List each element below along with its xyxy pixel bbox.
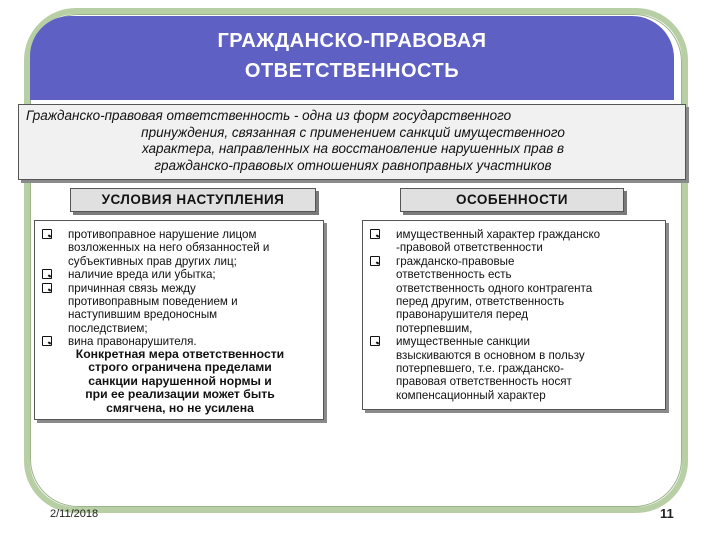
item-line: вина правонарушителя.	[68, 335, 197, 349]
conditions-heading: УСЛОВИЯ НАСТУПЛЕНИЯ	[70, 188, 316, 212]
item-line: правонарушителя перед	[396, 308, 529, 322]
item-line: гражданско-правовые	[396, 254, 515, 268]
note-line: при ее реализации может быть	[85, 387, 275, 402]
checkbox-bullet-icon	[42, 283, 52, 293]
checkbox-bullet-icon	[370, 229, 380, 239]
list-item	[40, 282, 324, 336]
title-line-2: ОТВЕТСТВЕННОСТЬ	[244, 60, 460, 82]
item-line: имущественный характер гражданско	[396, 228, 601, 241]
item-line: возложенных на него обязанностей и	[68, 241, 270, 255]
item-line: потерпевшим,	[396, 321, 473, 335]
item-line: правовая ответственность носят	[396, 375, 572, 389]
item-line: наличие вреда или убытка;	[68, 268, 216, 282]
item-line: компенсационный характер	[396, 388, 546, 402]
item-line: последствием;	[68, 321, 148, 335]
item-line: противоправное нарушение лицом	[68, 228, 257, 241]
item-line: потерпевшего, т.е. гражданско-	[396, 362, 564, 376]
list-item	[40, 268, 324, 281]
checkbox-bullet-icon	[370, 336, 380, 346]
item-line: наступившим вредоносным	[68, 308, 218, 322]
definition-text	[26, 108, 680, 174]
conditions-list	[40, 228, 324, 349]
item-line: противоправным поведением и	[68, 295, 238, 309]
list-item	[368, 255, 664, 335]
definition-line-1: Гражданско-правовая ответственность - одна из форм государственного	[26, 108, 512, 123]
checkbox-bullet-icon	[42, 269, 52, 279]
list-item	[40, 228, 324, 268]
definition-line-4: гражданско-правовых отношениях равноправных участников	[154, 157, 552, 173]
list-item	[368, 228, 664, 255]
title-line-1: ГРАЖДАНСКО-ПРАВОВАЯ	[217, 30, 487, 52]
slide-title	[30, 26, 674, 86]
note-line: строго ограничена пределами	[88, 360, 272, 375]
list-item	[368, 335, 664, 402]
checkbox-bullet-icon	[42, 336, 52, 346]
item-line: -правовой ответственности	[396, 241, 543, 255]
footer-date: 2/11/2018	[50, 508, 99, 520]
note-line: санкции нарушенной нормы и	[88, 373, 272, 388]
definition-line-2: принуждения, связанная с применением санкций имущественного	[141, 124, 565, 140]
conditions-note	[42, 348, 318, 415]
checkbox-bullet-icon	[370, 256, 380, 266]
note-line: смягчена, но не усилена	[106, 400, 254, 415]
checkbox-bullet-icon	[42, 229, 52, 239]
definition-line-3: характера, направленных на восстановление нарушенных прав в	[141, 141, 565, 156]
item-line: ответственность одного контрагента	[396, 281, 593, 295]
item-line: перед другим, ответственность	[396, 295, 565, 309]
item-line: причинная связь между	[68, 281, 196, 295]
item-line: взыскиваются в основном в пользу	[396, 348, 585, 362]
note-line: Конкретная мера ответственности	[75, 347, 285, 361]
features-list	[368, 228, 664, 402]
item-line: ответственность есть	[396, 268, 512, 282]
page-number: 11	[660, 506, 674, 521]
item-line: субъективных прав других лиц;	[68, 254, 237, 268]
item-line: имущественные санкции	[396, 335, 530, 349]
features-heading: ОСОБЕННОСТИ	[400, 188, 624, 212]
